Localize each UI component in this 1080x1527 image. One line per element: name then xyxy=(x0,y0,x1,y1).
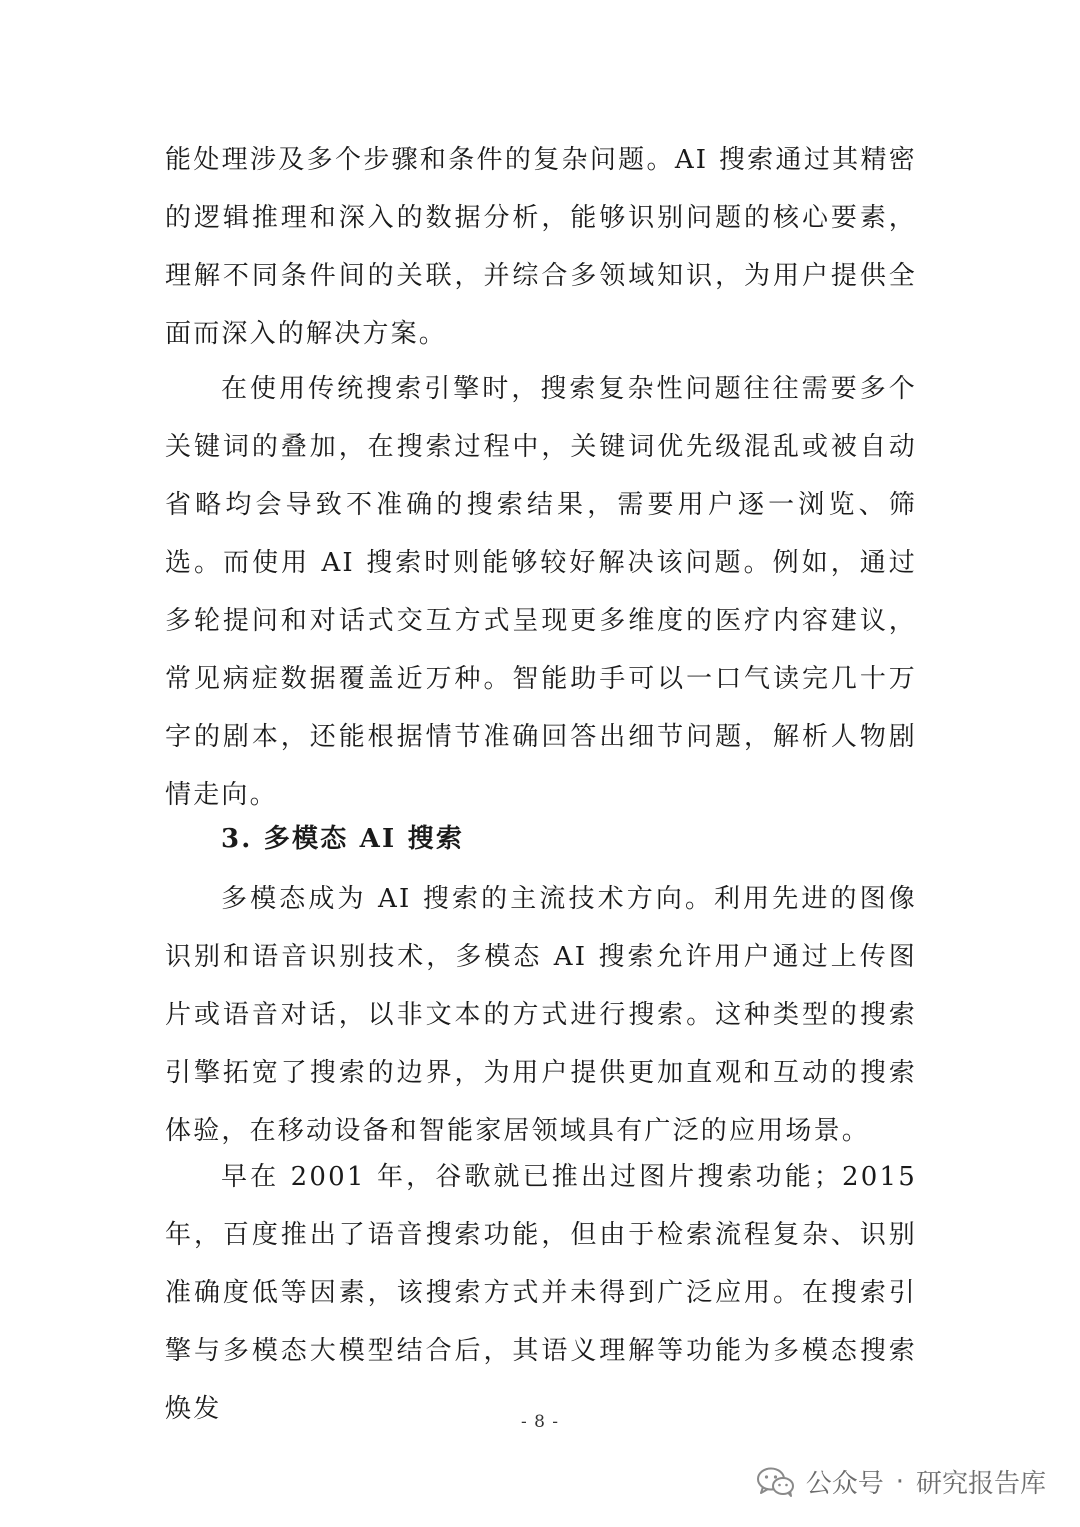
body-text-block xyxy=(165,870,917,1160)
watermark-separator: · xyxy=(895,1466,904,1497)
wechat-icon xyxy=(756,1466,796,1498)
paragraph: 在使用传统搜索引擎时，搜索复杂性问题往往需要多个关键词的叠加，在搜索过程中，关键词优先级混乱或被自动省略均会导致不准确的搜索结果，需要用户逐一浏览、筛选。而使用 AI 搜索时则能够较好解决该问题。例如，通过多轮提问和对话式交互方式呈现更多维度的医疗内容建议，常见病症数据覆盖近万种。智能助手可以一口气读完几十万字的剧本，还能根据情节准确回答出细节问题，解析人物剧情走向。 xyxy=(165,374,917,810)
section-heading: 3. 多模态 AI 搜索 xyxy=(221,824,465,854)
watermark-label: 公众号 xyxy=(805,1469,884,1499)
page-number: - 8 - xyxy=(520,1412,560,1432)
paragraph-continuation: 能处理涉及多个步骤和条件的复杂问题。AI 搜索通过其精密的逻辑推理和深入的数据分析，能够识别问题的核心要素，理解不同条件间的关联，并综合多领域知识，为用户提供全面而深入的解决方案。 xyxy=(165,145,917,349)
body-text-block xyxy=(165,131,917,363)
watermark xyxy=(756,1463,1046,1500)
watermark-account: 研究报告库 xyxy=(915,1469,1046,1499)
body-text-block xyxy=(165,360,917,824)
body-text-block xyxy=(165,1148,917,1438)
paragraph: 早在 2001 年，谷歌就已推出过图片搜索功能；2015 年，百度推出了语音搜索功能，但由于检索流程复杂、识别准确度低等因素，该搜索方式并未得到广泛应用。在搜索引擎与多模态大模型结合后，其语义理解等功能为多模态搜索焕发 xyxy=(165,1162,917,1424)
paragraph: 多模态成为 AI 搜索的主流技术方向。利用先进的图像识别和语音识别技术，多模态 AI 搜索允许用户通过上传图片或语音对话，以非文本的方式进行搜索。这种类型的搜索引擎拓宽了搜索的边界，为用户提供更加直观和互动的搜索体验，在移动设备和智能家居领域具有广泛的应用场景。 xyxy=(165,884,917,1146)
